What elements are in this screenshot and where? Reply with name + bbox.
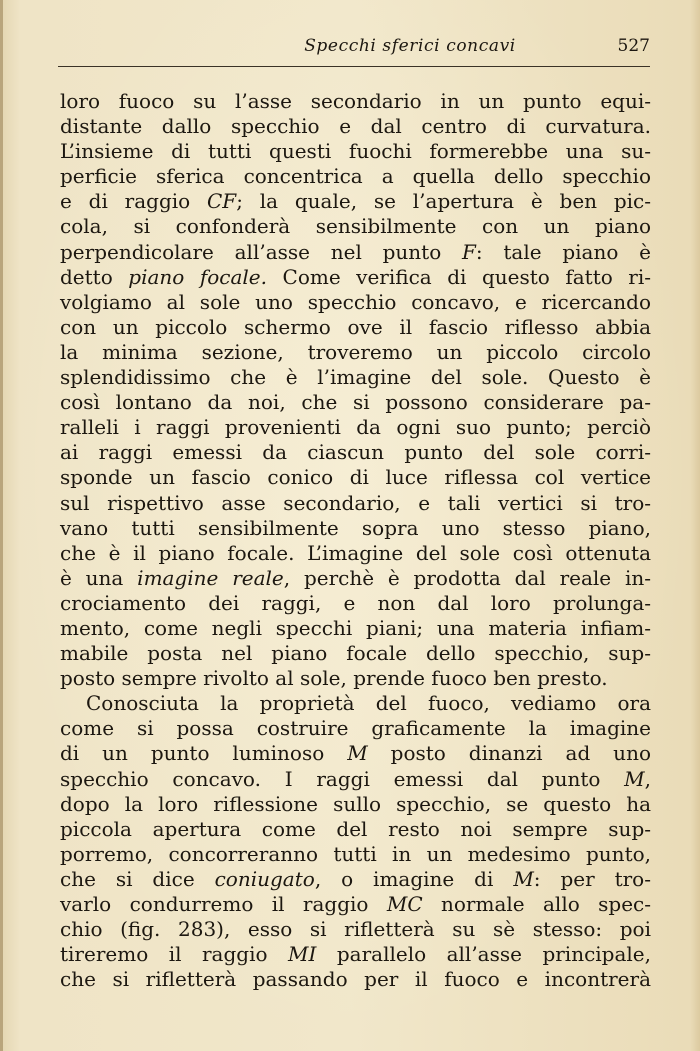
text-line <box>60 340 651 365</box>
text-segment: posto dinanzi ad uno <box>367 741 651 766</box>
text-segment: posto sempre rivolto al sole, prende fuoco ben presto. <box>60 666 608 691</box>
italic-term: M <box>624 766 645 791</box>
page-number: 527 <box>617 36 650 56</box>
text-line <box>60 616 651 641</box>
text-segment: detto <box>60 264 129 289</box>
text-line <box>60 566 651 591</box>
text-segment: varlo condurremo il raggio <box>60 892 387 916</box>
running-title: Specchi sferici concavi <box>304 36 516 56</box>
text-line <box>60 842 651 867</box>
text-line <box>60 365 651 390</box>
text-segment: ai raggi emessi da ciascun punto del sole corri- <box>60 440 651 465</box>
text-line <box>60 967 651 992</box>
text-segment: chio (fig. 283), esso si rifletterà su sè stesso: poi <box>60 917 651 942</box>
text-segment: , <box>644 766 651 791</box>
text-line <box>60 315 651 340</box>
text-line <box>60 440 651 465</box>
text-line <box>60 917 651 942</box>
text-segment: normale allo spec- <box>422 892 651 916</box>
text-segment: crociamento dei raggi, e non dal loro prolunga- <box>60 590 651 615</box>
text-segment: mento, come negli specchi piani; una materia infiam- <box>60 615 651 640</box>
italic-term: MC <box>386 892 423 916</box>
text-segment: volgiamo al sole uno specchio concavo, e ricercando <box>60 289 651 314</box>
text-segment: che si dice <box>60 866 215 891</box>
text-segment: dopo la loro riflessione sullo specchio, se questo ha <box>60 791 651 816</box>
text-segment: cola, si confonderà sensibilmente con un piano <box>60 214 651 239</box>
text-segment: che è il piano focale. L’imagine del sole così ottenuta <box>60 540 651 565</box>
text-segment: con un piccolo schermo ove il fascio riflesso abbia <box>60 314 651 339</box>
italic-term: CF <box>207 189 237 214</box>
text-segment: porremo, concorreranno tutti in un medesimo punto, <box>60 841 651 866</box>
text-segment: ; la quale, se l’apertura è ben pic- <box>236 189 651 214</box>
text-segment: che si rifletterà passando per il fuoco e incontrerà <box>60 967 651 992</box>
text-segment: splendidissimo che è l’imagine del sole. Questo è <box>60 365 651 390</box>
text-line <box>60 114 651 139</box>
text-segment: : tale piano è <box>475 239 651 264</box>
text-line <box>60 290 651 315</box>
text-line <box>60 139 651 164</box>
text-segment: così lontano da noi, che si possono considerare pa- <box>60 390 651 415</box>
text-line <box>60 240 651 265</box>
text-line <box>60 265 651 290</box>
italic-term: M <box>513 866 534 891</box>
text-line <box>60 516 651 541</box>
text-segment: vano tutti sensibilmente sopra uno stesso piano, <box>60 515 651 540</box>
page-header <box>60 34 650 60</box>
text-line <box>60 164 651 189</box>
text-line <box>60 942 651 967</box>
text-line <box>60 189 651 214</box>
text-line <box>60 716 651 741</box>
text-segment: tireremo il raggio <box>60 942 288 967</box>
italic-term: coniugato <box>214 866 315 891</box>
italic-term: MI <box>287 942 317 967</box>
italic-term: M <box>347 741 368 766</box>
text-line <box>60 491 651 516</box>
text-segment: ralleli i raggi provenienti da ogni suo punto; perciò <box>60 415 651 440</box>
text-segment: perpendicolare all’asse nel punto <box>60 239 463 264</box>
italic-term: F <box>462 239 476 264</box>
italic-term: imagine reale <box>137 565 284 590</box>
text-segment: perficie sferica concentrica a quella dello specchio <box>60 164 651 189</box>
text-line <box>60 892 651 917</box>
text-line <box>60 691 651 716</box>
text-segment: Come verifica di questo fatto ri- <box>267 264 651 289</box>
text-segment: distante dallo specchio e dal centro di curvatura. <box>60 114 651 139</box>
text-segment: : per tro- <box>533 866 651 891</box>
italic-term: piano focale. <box>128 264 267 289</box>
text-segment: mabile posta nel piano focale dello specchio, sup- <box>60 641 651 666</box>
text-line <box>60 641 651 666</box>
text-segment: loro fuoco su l’asse secondario in un punto equi- <box>60 89 651 113</box>
body-text <box>60 89 651 992</box>
text-segment: L’insieme di tutti questi fuochi formerebbe una su- <box>60 139 651 164</box>
text-segment: sponde un fascio conico di luce riflessa col vertice <box>60 465 651 490</box>
text-line <box>60 415 651 440</box>
text-line <box>60 792 651 817</box>
text-line <box>60 390 651 415</box>
text-segment: parallelo all’asse principale, <box>316 942 652 967</box>
text-line <box>60 541 651 566</box>
text-segment: sul rispettivo asse secondario, e tali vertici si tro- <box>60 490 651 515</box>
text-line <box>60 741 651 766</box>
text-segment: è una <box>60 565 138 590</box>
text-segment: piccola apertura come del resto noi sempre sup- <box>60 816 651 841</box>
text-line <box>60 666 651 691</box>
text-line <box>60 817 651 842</box>
text-segment: di un punto luminoso <box>60 741 348 766</box>
text-line <box>60 767 651 792</box>
text-line <box>60 89 651 114</box>
text-segment: come si possa costruire graficamente la imagine <box>60 716 651 741</box>
text-segment: Conosciuta la proprietà del fuoco, vediamo ora <box>86 691 651 716</box>
text-line <box>60 214 651 239</box>
text-segment: , o imagine di <box>314 866 514 891</box>
text-segment: specchio concavo. I raggi emessi dal punto <box>60 766 625 791</box>
text-line <box>60 465 651 490</box>
text-segment: e di raggio <box>60 189 207 214</box>
header-rule <box>58 66 650 67</box>
text-line <box>60 867 651 892</box>
page-edge <box>0 0 3 1051</box>
text-segment: , perchè è prodotta dal reale in- <box>283 565 651 590</box>
text-line <box>60 591 651 616</box>
text-segment: la minima sezione, troveremo un piccolo circolo <box>60 339 651 364</box>
